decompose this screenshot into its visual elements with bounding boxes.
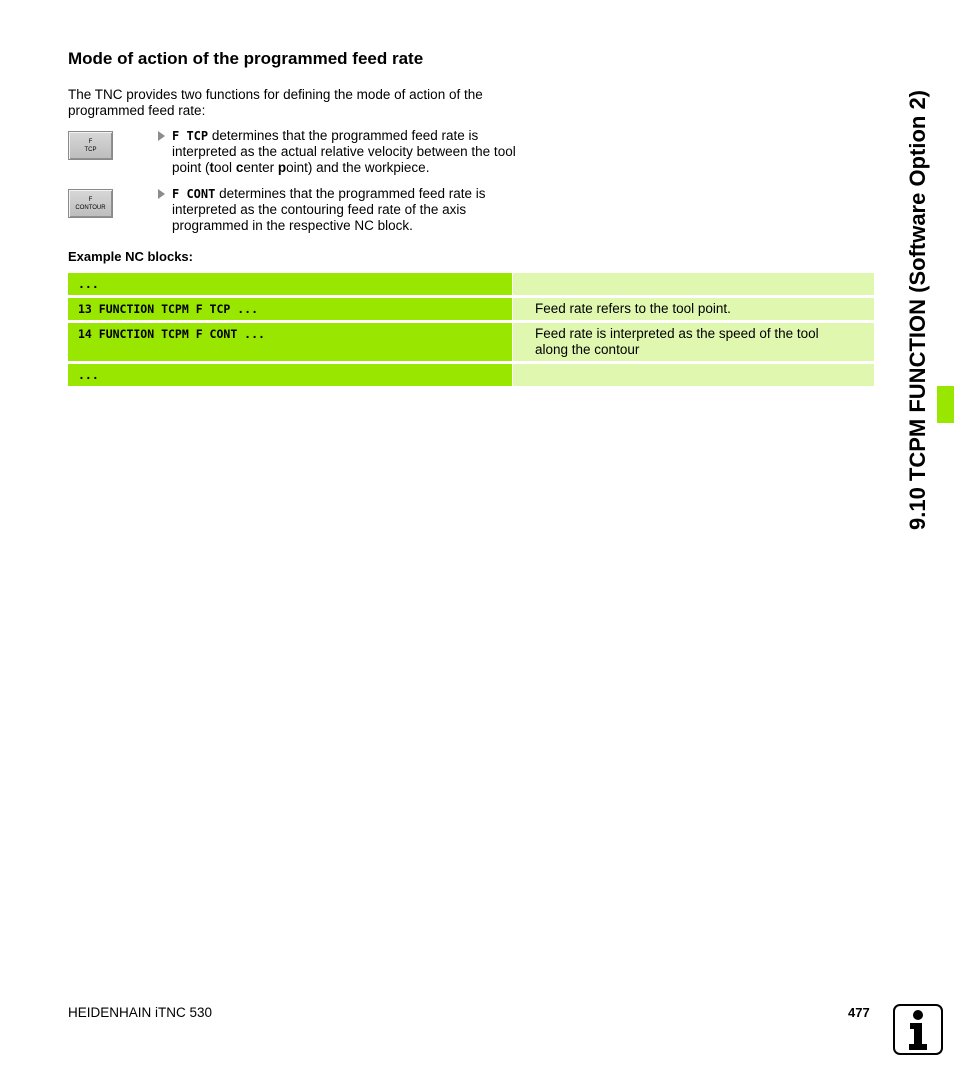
- chapter-side-title: [903, 49, 933, 571]
- bullet-arrow-icon: [158, 131, 165, 141]
- nc-blocks-table: [68, 273, 874, 389]
- footer-product: HEIDENHAIN iTNC 530: [68, 1005, 213, 1020]
- bullet-text-part: oint) and the workpiece.: [286, 160, 430, 175]
- softkey-label-line2: CONTOUR: [75, 205, 106, 211]
- nc-desc-cell: Feed rate is interpreted as the speed of the tool along the contour: [513, 323, 874, 361]
- bullet-text-part: ool: [214, 160, 236, 175]
- info-glyph: [903, 1009, 933, 1051]
- table-row: [68, 273, 874, 295]
- bullet-f-tcp: [158, 128, 518, 176]
- softkey-label-line2: TCP: [84, 147, 97, 153]
- bold-letter: t: [209, 160, 215, 175]
- bullet-text: [172, 186, 518, 234]
- intro-paragraph: The TNC provides two functions for defining the mode of action of the programmed feed rate:: [68, 87, 483, 118]
- nc-code-cell: ...: [68, 273, 512, 295]
- bold-letter: p: [277, 160, 287, 175]
- chapter-tab-marker: [937, 386, 954, 423]
- softkey-label-line1: F: [88, 197, 93, 203]
- bullet-text-part: determines that the programmed feed rate is interpreted as the contouring feed rate of the axis programmed in the respective NC block.: [172, 186, 486, 233]
- example-label: Example NC blocks:: [68, 249, 193, 264]
- softkey-f-contour[interactable]: [68, 189, 113, 218]
- nc-desc-cell: Feed rate refers to the tool point.: [513, 298, 874, 320]
- table-row: [68, 364, 874, 386]
- table-row: [68, 323, 874, 361]
- info-icon: [893, 1004, 943, 1055]
- softkey-label-line1: F: [88, 139, 93, 145]
- bullet-arrow-icon: [158, 189, 165, 199]
- bold-letter: c: [235, 160, 244, 175]
- nc-desc-cell: [513, 273, 874, 295]
- table-row: [68, 298, 874, 320]
- page-number: 477: [848, 1005, 870, 1020]
- bullet-text: [172, 128, 518, 176]
- nc-code-cell: 14 FUNCTION TCPM F CONT ...: [68, 323, 512, 361]
- code-keyword: F TCP: [172, 129, 209, 143]
- softkey-f-tcp[interactable]: [68, 131, 113, 160]
- nc-desc-cell: [513, 364, 874, 386]
- nc-code-cell: 13 FUNCTION TCPM F TCP ...: [68, 298, 512, 320]
- nc-code-cell: ...: [68, 364, 512, 386]
- bullet-f-cont: [158, 186, 518, 234]
- bullet-text-part: determines that the programmed feed rate is interpreted as the actual relative velocity between the tool point (: [172, 128, 516, 175]
- bullet-text-part: enter: [243, 160, 278, 175]
- code-keyword: F CONT: [172, 187, 216, 201]
- chapter-title-text: 9.10 TCPM FUNCTION (Software Option 2): [905, 89, 930, 531]
- section-heading: Mode of action of the programmed feed rate: [68, 49, 424, 68]
